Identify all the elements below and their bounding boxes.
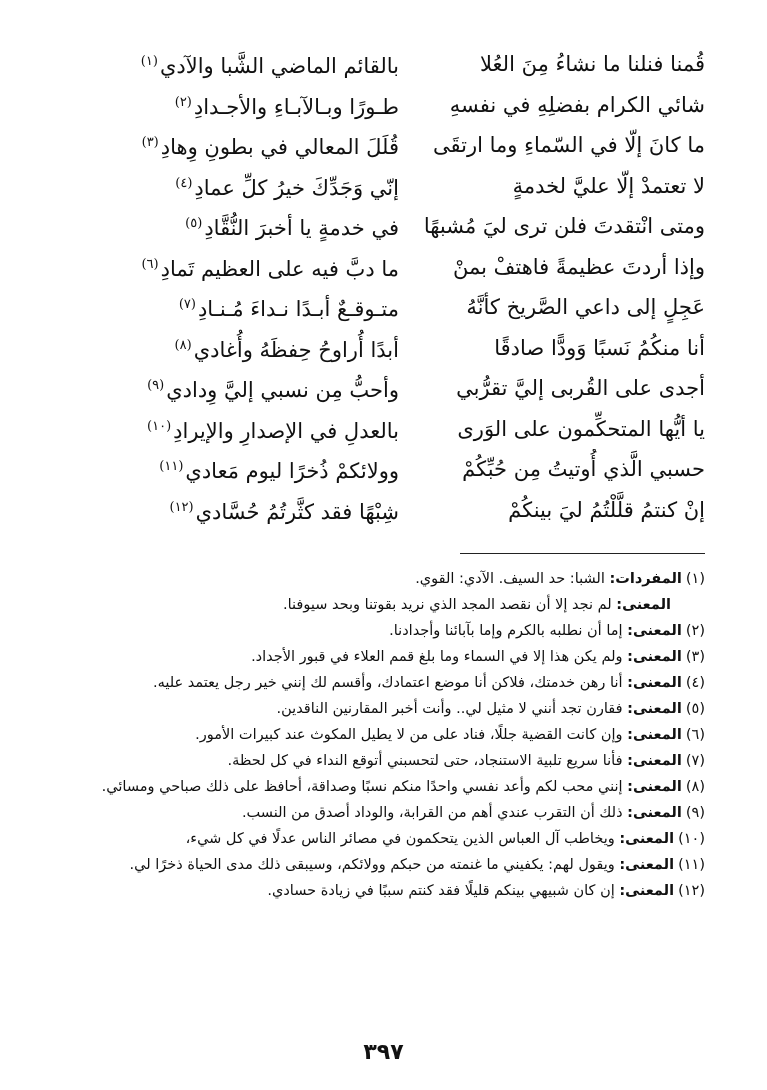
verse — [65, 490, 705, 531]
footnote-label: المعنى: — [627, 649, 682, 665]
footnote — [60, 722, 705, 748]
verse-text: ما دبَّ فيه على العظيم تَمادِ — [160, 256, 399, 281]
verse — [65, 328, 705, 369]
footnote-number: (٩) — [685, 805, 705, 821]
footnote-label: المعنى: — [627, 701, 682, 717]
footnote — [60, 644, 705, 670]
footnote-text: فأنا سريع تلبية الاستنجاد، حتى لتحسبني أتوقع النداء في كل لحظة. — [227, 753, 628, 769]
verse-number: (٣) — [141, 135, 159, 151]
footnote — [60, 592, 705, 618]
verse — [65, 125, 705, 166]
verse — [65, 247, 705, 288]
footnote-number: (٥) — [685, 701, 705, 717]
verse-first-hemistich: حسبي الَّذي أُوتيتُ مِن حُبِّكُمْ — [462, 457, 705, 482]
footnote-number: (٤) — [685, 675, 705, 691]
footnote-number: (١٠) — [678, 831, 705, 847]
footnote — [60, 852, 705, 878]
verse-second-hemistich — [65, 407, 405, 451]
verse-number: (٨) — [174, 337, 192, 353]
footnote-number: (١١) — [678, 857, 705, 873]
footnote-number: (٨) — [685, 779, 705, 795]
verse-second-hemistich — [65, 447, 405, 491]
footnote-label: المعنى: — [627, 675, 682, 691]
footnote-text: ولم يكن هذا إلا في السماء وما بلغ قمم العلاء في قبور الأجداد. — [251, 649, 628, 665]
verse-number: (١) — [140, 54, 158, 70]
footnote-number: (٢) — [685, 623, 705, 639]
verse-first-hemistich: لا تعتمدْ إلّا عليَّ لخدمةٍ — [512, 173, 705, 198]
verse-second-hemistich — [65, 204, 405, 248]
footnote-text: إما أن نطلبه بالكرم وإما بآبائنا وأجدادنا. — [389, 623, 628, 639]
footnote-label: المعنى: — [619, 883, 675, 899]
verse — [65, 166, 705, 207]
footnote-number: (٧) — [685, 753, 705, 769]
verse-number: (١١) — [159, 459, 184, 475]
verse-number: (٦) — [141, 256, 159, 272]
verse-first-hemistich: أنا منكُمُ نَسبًا وَودًّا صادقًا — [494, 335, 705, 360]
verse-second-hemistich — [65, 83, 405, 127]
verse-first-hemistich: شائي الكرام بفضلِهِ في نفسهِ — [449, 92, 705, 117]
verse-first-hemistich: أجدى على القُربى إليَّ تقرُّبي — [456, 376, 705, 401]
page-number: ٣٩٧ — [363, 1040, 404, 1065]
verse-second-hemistich — [65, 326, 405, 370]
footnote-text: ويخاطب آل العباس الذين يتحكمون في مصائر الناس عدلًا في كل شيء، — [185, 831, 620, 847]
poem — [65, 44, 705, 530]
verse-second-hemistich — [65, 245, 405, 289]
footnote-number: (٣) — [685, 649, 705, 665]
verse-second-hemistich — [65, 285, 405, 329]
verse-first-hemistich: يا أيُّها المتحكِّمون على الوَرى — [457, 416, 705, 441]
footnote — [60, 670, 705, 696]
verse-text: بالعدلِ في الإصدارِ والإيرادِ — [173, 418, 399, 443]
verse — [65, 368, 705, 409]
footnote-label: المعنى: — [619, 857, 675, 873]
footnote — [60, 618, 705, 644]
footnote-text: وإن كانت القضية جللًا، فناد على من لا يطيل المكوث عند كبيرات الأمور. — [195, 727, 628, 743]
verse-first-hemistich: ما كانَ إلّا في السّماءِ وما ارتقَى — [433, 133, 705, 158]
verse-first-hemistich: وإذا أردتَ عظيمةً فاهتفْ بمنْ — [452, 254, 705, 279]
verse-text: بالقائم الماضي الشَّبا والآدي — [159, 54, 399, 79]
footnote — [60, 566, 705, 592]
footnote-label: المعنى: — [627, 753, 682, 769]
verse — [65, 44, 705, 85]
verse — [65, 409, 705, 450]
footnote-text: أنا رهن خدمتك، فلاكن أنا موضع اعتمادك، وأقسم لك إنني خير رجل يعتمد عليه. — [152, 675, 628, 691]
footnote-number: (١٢) — [678, 883, 705, 899]
footnote-text: لم نجد إلا أن نقصد المجد الذي نريد بقوتنا وبحد سيوفنا. — [283, 597, 617, 613]
footnote-text: إن كان شبيهي بينكم قليلًا فقد كنتم سببًا في زيادة حسادي. — [267, 883, 620, 899]
footnote — [60, 774, 705, 800]
verse-second-hemistich — [65, 366, 405, 410]
verse — [65, 206, 705, 247]
verse-first-hemistich: ومتى انْتقدتَ فلن ترى ليَ مُشبهًا — [423, 214, 705, 239]
footnote-label: المعنى: — [627, 623, 682, 639]
footnote — [60, 800, 705, 826]
verse-number: (٢) — [174, 94, 192, 110]
verse-number: (٥) — [185, 216, 203, 232]
footnote — [60, 748, 705, 774]
verse-text: وأحبُّ مِن نسبي إليَّ وِدادي — [166, 378, 399, 403]
footnote-label: المعنى: — [616, 597, 671, 613]
verse-number: (٤) — [175, 175, 193, 191]
verse-second-hemistich — [65, 488, 405, 532]
verse-text: متـوقـعٌ أبـدًا نـداءَ مُـنـادِ — [197, 297, 399, 322]
footnote-text: ويقول لهم: يكفيني ما غنمته من حبكم وولائكم، وسيبقى ذلك مدى الحياة ذخرًا لي. — [129, 857, 620, 873]
footnote-text: إنني محب لكم وأعد نفسي واحدًا منكم نسبًا وصداقة، أحافظ على ذلك صباحي ومسائي. — [101, 779, 628, 795]
verse-number: (٧) — [178, 297, 196, 313]
verse — [65, 85, 705, 126]
footnote — [60, 878, 705, 904]
footnote-number: (٦) — [685, 727, 705, 743]
verse-number: (٩) — [147, 378, 165, 394]
verse-text: إنّي وَجَدِّكَ خيرُ كلِّ عمادِ — [194, 175, 399, 200]
footnote-number: (١) — [685, 571, 705, 587]
verse-first-hemistich: إنْ كنتمُ قلَّلْتُمُ ليَ بينكُمْ — [508, 497, 705, 522]
footnote-label: المعنى: — [627, 779, 682, 795]
footnote-text: الشبا: حد السيف. الآدي: القوي. — [415, 571, 610, 587]
verse-text: شِبْهًا فقد كثَّرتُمُ حُسَّادي — [195, 499, 399, 524]
footnote — [60, 826, 705, 852]
verse-text: قُلَلَ المعالي في بطونِ وِهادِ — [160, 135, 399, 160]
verse-second-hemistich — [65, 123, 405, 167]
verse-text: في خدمةٍ يا أخبرَ النُّقَّادِ — [204, 216, 399, 241]
footnote-divider — [460, 553, 705, 554]
verse-number: (١٠) — [147, 418, 172, 434]
verse-number: (١٢) — [169, 499, 194, 515]
verse-first-hemistich: قُمنا فنلنا ما نشاءُ مِنَ العُلا — [480, 52, 705, 77]
verse — [65, 449, 705, 490]
verse-text: أبدًا أُراوحُ حِفظَهُ وأُغادي — [193, 337, 399, 362]
verse — [65, 287, 705, 328]
verse-second-hemistich — [65, 42, 405, 86]
footnote-label: المعنى: — [619, 831, 675, 847]
verse-first-hemistich: عَجِلٍ إلى داعي الصَّريخ كأنَّهُ — [466, 295, 705, 320]
footnote-text: فقارن تجد أنني لا مثيل لي.. وأنت أخبر المقارنين الناقدين. — [276, 701, 628, 717]
footnote-text: ذلك أن التقرب عندي أهم من القرابة، والوداد أصدق من النسب. — [241, 805, 628, 821]
footnote-label: المعنى: — [627, 805, 682, 821]
footnote — [60, 696, 705, 722]
footnote-label: المعنى: — [627, 727, 682, 743]
footnotes — [60, 566, 705, 904]
footnote-label: المفردات: — [609, 571, 682, 587]
verse-text: طـورًا وبـالآبـاءِ والأجـدادِ — [193, 94, 399, 119]
verse-second-hemistich — [65, 164, 405, 208]
verse-text: وولائكمْ ذُخرًا ليوم مَعادي — [185, 459, 399, 484]
